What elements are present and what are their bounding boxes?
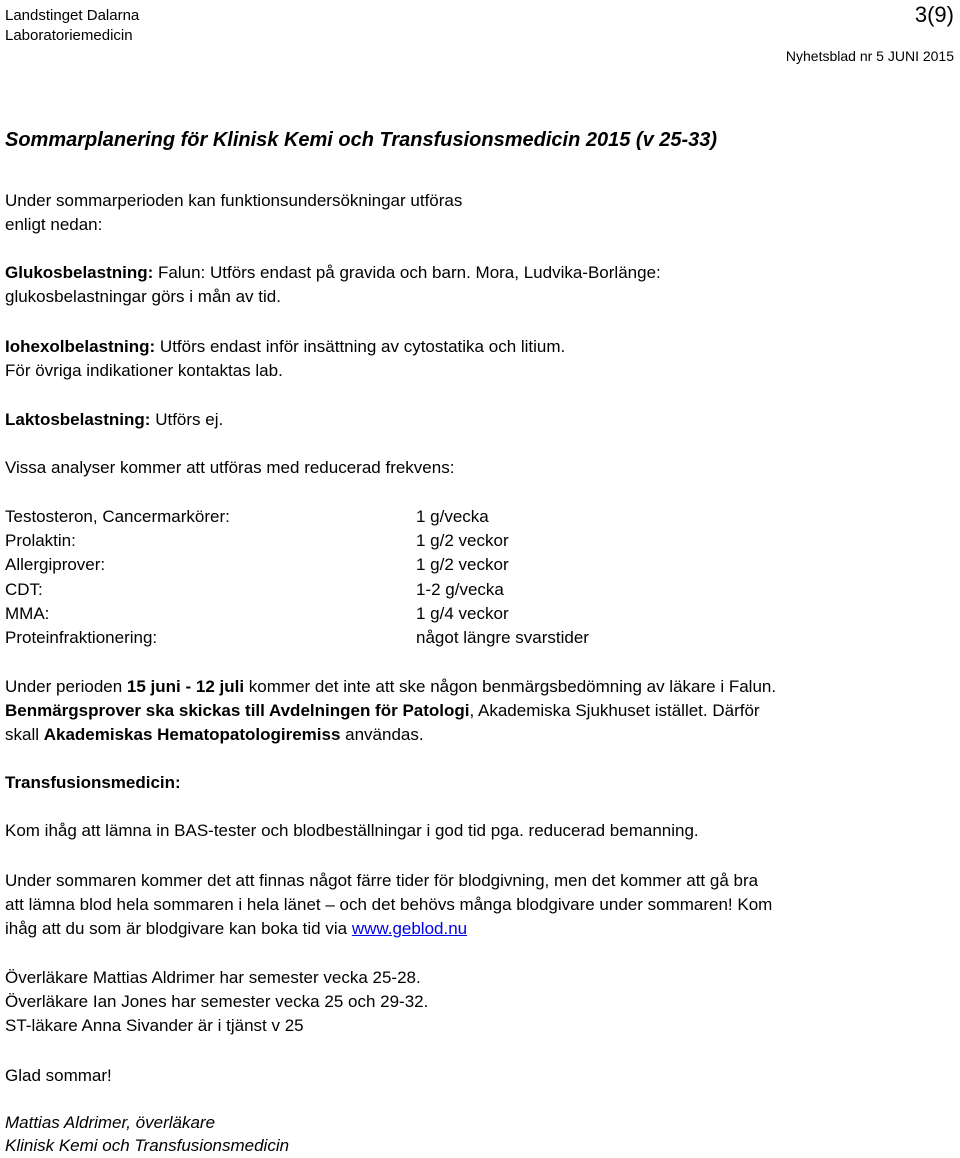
transfusion-summer-line-3 — [5, 917, 467, 941]
row-label: CDT: — [5, 579, 43, 599]
marrow-text-a: Under perioden — [5, 677, 127, 696]
marrow-line-1 — [5, 675, 776, 699]
marrow-line-2 — [5, 699, 760, 723]
table-row — [5, 529, 705, 553]
header-dept: Laboratoriemedicin — [5, 27, 133, 44]
newsletter-label: Nyhetsblad nr 5 JUNI 2015 — [785, 48, 954, 64]
table-row — [5, 626, 705, 650]
marrow-text-e: , Akademiska Sjukhuset istället. Därför — [469, 701, 760, 720]
marrow-period: 15 juni - 12 juli — [126, 677, 245, 696]
table-row — [5, 578, 705, 602]
marrow-instruction: Benmärgsprover ska skickas till Avdelningen för Patologi — [5, 701, 470, 720]
iohexol-line-2: För övriga indikationer kontaktas lab. — [5, 361, 283, 380]
row-label: MMA: — [5, 603, 50, 623]
gluko-label: Glukosbelastning: — [5, 263, 154, 282]
staff-line: Överläkare Ian Jones har semester vecka 25 och 29-32. — [5, 992, 429, 1011]
row-value: något längre svarstider — [416, 627, 589, 647]
row-label: Testosteron, Cancermarkörer: — [5, 507, 230, 526]
frequency-table — [5, 505, 705, 650]
row-label: Proteinfraktionering: — [5, 627, 158, 647]
intro-line-2: enligt nedan: — [5, 215, 103, 234]
row-label: Prolaktin: — [5, 531, 76, 551]
gluko-text: Falun: Utförs endast på gravida och barn. Mora, Ludvika-Borlänge: — [153, 263, 661, 282]
row-value: 1 g/2 veckor — [416, 531, 509, 551]
staff-line: Överläkare Mattias Aldrimer har semester vecka 25-28. — [5, 968, 421, 987]
marrow-text-c: kommer det inte att ske någon benmärgsbedömning av läkare i Falun. — [244, 677, 777, 696]
signature-name: Mattias Aldrimer, överläkare — [5, 1113, 216, 1132]
table-row — [5, 505, 705, 529]
header-org: Landstinget Dalarna — [5, 7, 140, 24]
transfusion-summer-line-2: att lämna blod hela sommaren i hela länet – och det behövs många blodgivare under sommaren! Kom — [5, 895, 773, 914]
page-number: 3(9) — [914, 2, 954, 27]
gluko-line-2: glukosbelastningar görs i mån av tid. — [5, 287, 281, 306]
iohexol-text: Utförs endast inför insättning av cytostatika och litium. — [155, 337, 566, 356]
marrow-text-h: användas. — [340, 725, 424, 744]
table-row — [5, 602, 705, 626]
marrow-line-3 — [5, 723, 424, 747]
row-value: 1 g/2 veckor — [416, 555, 509, 575]
transfusion-summer-text-3: ihåg att du som är blodgivare kan boka tid via — [5, 919, 352, 938]
row-value: 1 g/4 veckor — [416, 603, 509, 623]
transfusion-summer-line-1: Under sommaren kommer det att finnas något färre tider för blodgivning, men det kommer att gå bra — [5, 871, 759, 890]
row-value: 1 g/vecka — [416, 507, 489, 526]
table-row — [5, 553, 705, 577]
marrow-form-name: Akademiskas Hematopatologiremiss — [43, 725, 341, 744]
laktos-text: Utförs ej. — [150, 410, 224, 429]
signature-dept: Klinisk Kemi och Transfusionsmedicin — [5, 1136, 290, 1155]
geblod-link[interactable]: www.geblod.nu — [351, 919, 468, 938]
transfusion-heading — [5, 771, 181, 795]
marrow-text-f: skall — [5, 725, 44, 744]
frequency-intro: Vissa analyser kommer att utföras med reducerad frekvens: — [5, 458, 455, 477]
intro-line-1: Under sommarperioden kan funktionsundersökningar utföras — [5, 191, 463, 210]
laktos-label: Laktosbelastning: — [5, 410, 151, 429]
staff-line: ST-läkare Anna Sivander är i tjänst v 25 — [5, 1016, 304, 1035]
transfusion-heading-text: Transfusionsmedicin: — [5, 773, 181, 792]
page-title: Sommarplanering för Klinisk Kemi och Transfusionsmedicin 2015 (v 25-33) — [5, 129, 718, 151]
iohexol-paragraph — [5, 335, 565, 359]
iohexol-label: Iohexolbelastning: — [5, 337, 156, 356]
transfusion-reminder: Kom ihåg att lämna in BAS-tester och blodbeställningar i god tid pga. reducerad bemanning. — [5, 821, 699, 840]
row-value: 1-2 g/vecka — [416, 579, 504, 599]
greeting: Glad sommar! — [5, 1066, 112, 1085]
row-label: Allergiprover: — [5, 555, 106, 575]
laktos-paragraph — [5, 408, 223, 432]
gluko-paragraph — [5, 261, 661, 285]
